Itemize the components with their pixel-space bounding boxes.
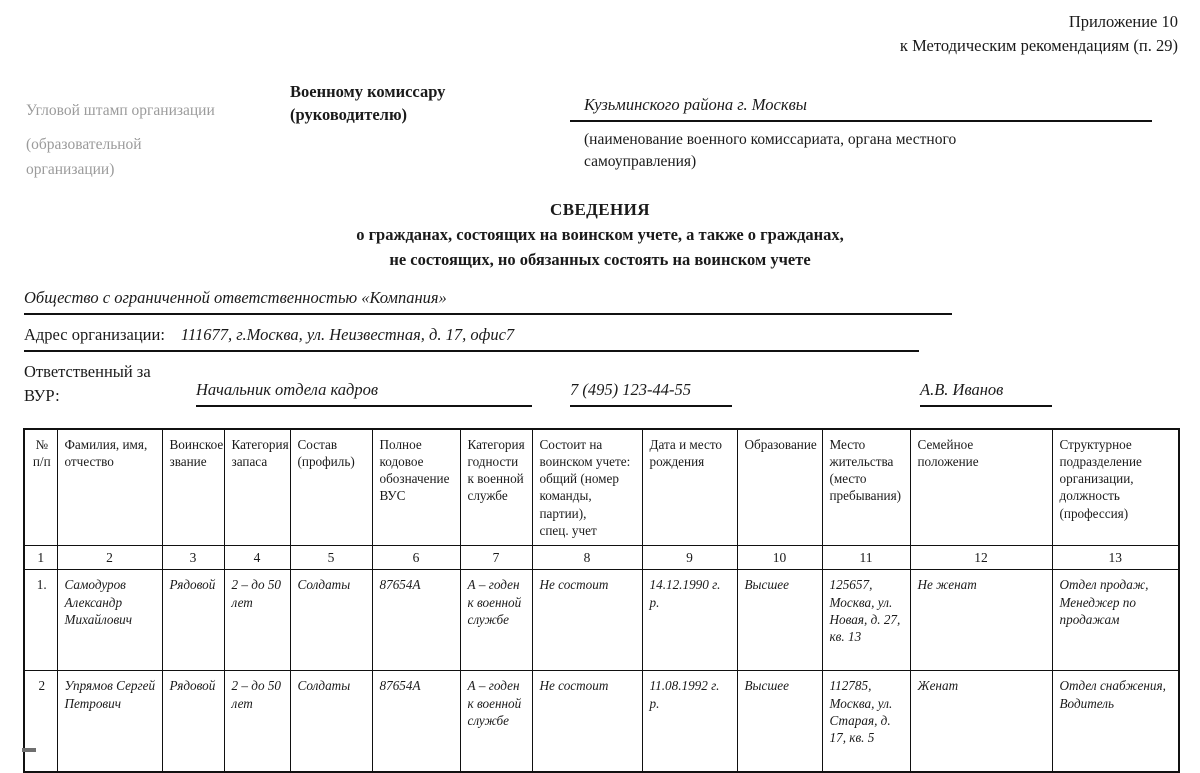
column-header-line: Состоит на [539,437,603,452]
column-number-5: 6 [372,545,460,570]
addressee-line-1: Военному комиссару [290,82,446,101]
column-number-9: 10 [737,545,822,570]
column-header-line: Семейное [917,437,974,452]
cell-row-number: 2 [24,671,57,773]
cell-marital-status: Не женат [910,570,1052,671]
cell-fio: Упрямов Сергей Петрович [57,671,162,773]
column-header-line: Дата и место [649,437,722,452]
appendix-number: Приложение 10 [1068,12,1178,31]
commissariat-caption [570,122,1152,174]
column-header-line: общий (номер [539,471,619,487]
cell-vus-code: 87654А [372,671,460,773]
cell-residence: 112785, Москва, ул. Старая, д. 17, кв. 5 [822,671,910,773]
column-header-line: Фамилия, имя, [64,437,148,452]
organization-address-value[interactable]: 111677, г.Москва, ул. Неизвестная, д. 17, офис7 [180,325,515,344]
column-header-line: к военной [467,471,524,487]
responsible-phone-value[interactable]: 7 (495) 123-44-55 [570,380,732,407]
cell-row-number: 1. [24,570,57,671]
column-header-3 [224,429,290,545]
column-header-line: команды, партии), [539,488,592,521]
cell-registration-status: Не состоит [532,570,642,671]
column-header-line: (профиль) [297,454,355,470]
column-header-line: положение [917,454,979,470]
organization-name-field [24,288,952,315]
header-row [24,429,1179,545]
title-main: СВЕДЕНИЯ [550,200,650,219]
cell-vus-code: 87654А [372,570,460,671]
column-header-4 [290,429,372,545]
responsible-label-line-1: Ответственный за [24,362,151,381]
registry-table-body [24,570,1179,773]
column-header-line: жительства [829,454,894,470]
column-header-8 [642,429,737,545]
appendix-source: к Методическим рекомендациям (п. 29) [899,35,1178,55]
column-header-line: обозначение [379,471,450,487]
column-header-7 [532,429,642,545]
registry-table-wrapper [23,428,1178,773]
organization-name-value[interactable]: Общество с ограниченной ответственностью «Компания» [24,288,952,315]
stamp-line-2: (образовательной [26,136,142,154]
column-header-line: пребывания) [829,488,902,504]
commissariat-field [570,95,1152,174]
organization-address-label: Адрес организации: [24,325,165,344]
column-number-6: 7 [460,545,532,570]
column-header-line: должность [1059,488,1120,504]
stamp-line-3: организации) [26,161,115,179]
cell-department-position: Отдел продаж, Менеджер по продажам [1052,570,1179,671]
corner-stamp-placeholder [26,98,276,182]
column-header-line: (профессия) [1059,505,1129,521]
column-number-4: 5 [290,545,372,570]
table-row[interactable] [24,671,1179,773]
column-header-2 [162,429,224,545]
column-header-line: организации, [1059,471,1134,487]
responsible-person-label [24,360,184,408]
column-header-line: Категория [467,437,525,452]
column-header-0 [24,429,57,545]
column-header-line: Полное [379,437,422,452]
column-header-line: подразделение [1059,454,1142,470]
cell-composition: Солдаты [290,671,372,773]
column-number-1: 2 [57,545,162,570]
appendix-reference [900,10,1178,58]
addressee-line-2: (руководителю) [290,105,408,125]
column-number-3: 4 [224,545,290,570]
cell-registration-status: Не состоит [532,671,642,773]
cell-residence: 125657, Москва, ул. Новая, д. 27, кв. 13 [822,570,910,671]
column-header-line: Структурное [1059,437,1132,452]
title-subtitle-line-1: о гражданах, состоящих на воинском учете, а также о гражданах, [356,225,844,244]
document-title [0,200,1200,273]
title-subtitle-line-2: не состоящих, но обязанных состоять на воинском учете [389,249,811,269]
column-number-0: 1 [24,545,57,570]
cell-fio: Самодуров Александр Михайлович [57,570,162,671]
column-header-6 [460,429,532,545]
column-header-5 [372,429,460,545]
column-number-12: 13 [1052,545,1179,570]
registry-table [23,428,1180,773]
column-header-11 [910,429,1052,545]
cell-reserve-category: 2 – до 50 лет [224,671,290,773]
column-number-7: 8 [532,545,642,570]
column-header-line: службе [467,488,508,504]
column-header-line: годности [467,454,519,470]
column-header-line: рождения [649,454,705,470]
column-header-line: № [35,437,49,452]
column-header-line: отчество [64,454,114,470]
responsible-label-line-2: ВУР: [24,385,60,405]
commissariat-caption-line-1: (наименование военного комиссариата, органа местного [584,131,957,148]
cell-rank: Рядовой [162,671,224,773]
commissariat-caption-line-2: самоуправления) [584,153,697,171]
column-header-1 [57,429,162,545]
column-header-line: Состав [297,437,338,452]
cell-education: Высшее [737,570,822,671]
column-header-line: воинском учете: [539,454,631,470]
cell-birth: 11.08.1992 г. р. [642,671,737,773]
column-number-10: 11 [822,545,910,570]
registry-table-head [24,429,1179,570]
cell-department-position: Отдел снабжения, Водитель [1052,671,1179,773]
column-header-9 [737,429,822,545]
column-header-line: спец. учет [539,522,597,538]
column-header-line: звание [169,454,207,470]
cell-fitness-category: А – годен к военной службе [460,570,532,671]
column-number-11: 12 [910,545,1052,570]
column-header-line: ВУС [379,488,406,504]
column-number-2: 3 [162,545,224,570]
column-number-8: 9 [642,545,737,570]
organization-address-field [24,325,919,352]
cell-education: Высшее [737,671,822,773]
column-header-line: Категория [231,437,289,452]
column-header-line: Воинское [169,437,224,452]
column-header-line: Место [829,437,866,452]
addressee-block [290,80,550,127]
cell-rank: Рядовой [162,570,224,671]
cell-marital-status: Женат [910,671,1052,773]
column-header-12 [1052,429,1179,545]
cell-reserve-category: 2 – до 50 лет [224,570,290,671]
column-header-10 [822,429,910,545]
cell-birth: 14.12.1990 г. р. [642,570,737,671]
column-header-line: Образование [744,437,817,452]
column-header-line: запаса [231,454,268,470]
cell-fitness-category: А – годен к военной службе [460,671,532,773]
column-header-line: кодовое [379,454,424,470]
column-number-row [24,545,1179,570]
title-subtitle [0,223,1200,273]
column-header-line: (место [829,471,867,487]
commissariat-value[interactable]: Кузьминского района г. Москвы [570,95,1152,122]
cell-composition: Солдаты [290,570,372,671]
table-row[interactable] [24,570,1179,671]
page-bottom-mark [22,748,36,752]
responsible-signature-value[interactable]: А.В. Иванов [920,380,1052,407]
stamp-line-1: Угловой штамп организации [26,102,215,119]
column-header-line: п/п [32,454,51,470]
responsible-position-value[interactable]: Начальник отдела кадров [196,380,532,407]
